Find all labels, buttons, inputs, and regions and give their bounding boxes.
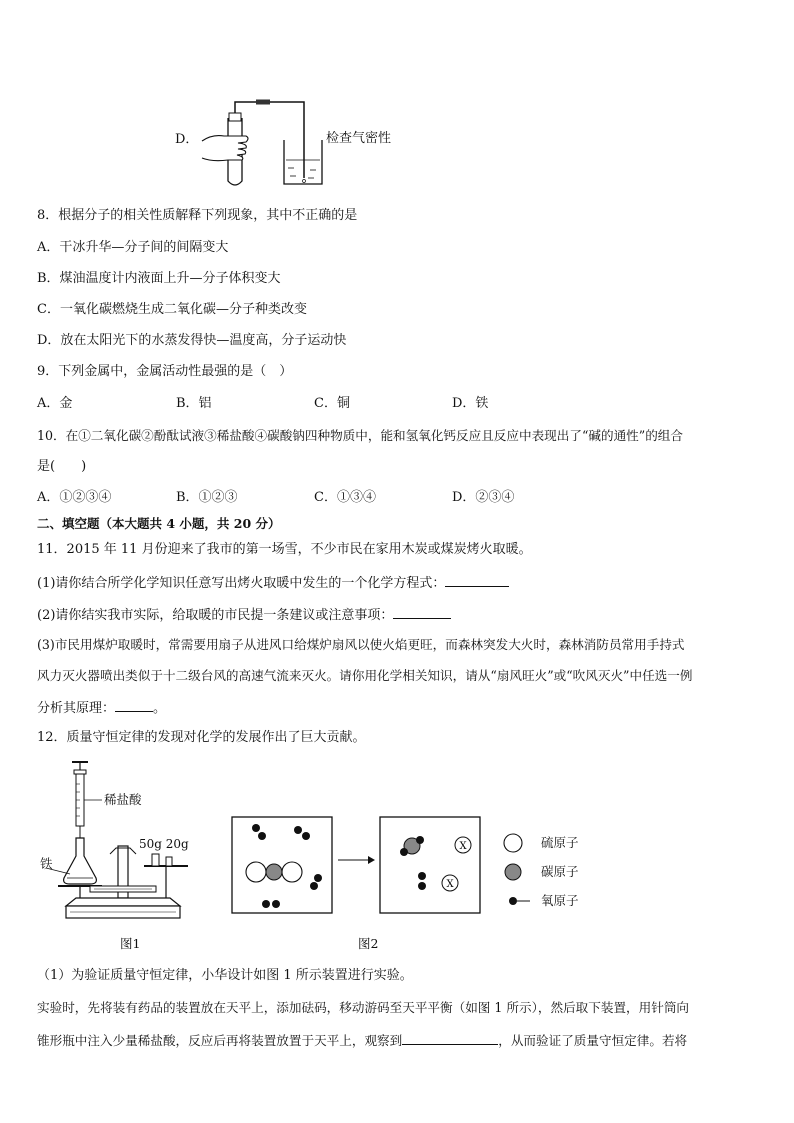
legend-oxygen-label: 氧原子 [541,893,579,908]
question-11-part-1 [37,574,509,592]
question-10-stem-line1: 10．在①二氧化碳②酚酞试液③稀盐酸④碳酸钠四种物质中，能和氢氧化钙反应且反应中表现出了“碱的通性”的组合 [37,428,683,443]
question-8-option-c: C．一氧化碳燃烧生成二氧化碳—分子种类改变 [37,302,307,317]
carbon-atom-icon [505,864,521,880]
question-11-part-3-line2: 风力灭火器喷出类似于十二级台风的高速气流来灭火。请你用化学相关知识，请从“扇风旺火”或“吹风灭火”中任选一例 [37,668,693,683]
question-9-option-b: B．铝 [176,396,212,411]
answer-blank[interactable] [393,606,451,619]
question-9-option-c: C．铜 [314,396,350,411]
question-11-part-2-text: (2)请你结实我市实际，给取暖的市民提一条建议或注意事项： [37,608,394,623]
question-11-part-3-end: 。 [153,701,167,716]
question-12-line3-end: ，从而验证了质量守恒定律。若将 [498,1033,688,1048]
question-11-part-3-line3 [37,699,166,717]
question-11-part-3-text: 分析其原理： [37,701,116,716]
question-9-stem: 9．下列金属中，金属活动性最强的是（ ） [37,364,293,379]
answer-blank[interactable] [402,1032,498,1045]
figure-2-caption: 图2 [358,936,379,951]
question-9-option-a: A．金 [37,396,73,411]
svg-text:X: X [459,841,467,852]
question-10-option-d: D．②③④ [452,490,515,505]
figure-1-acid-label: 稀盐酸 [104,792,142,807]
question-11-part-1-text: (1)请你结合所学化学知识任意写出烤火取暖中发生的一个化学方程式： [37,576,446,591]
sulfur-atom-icon [504,834,522,852]
answer-blank[interactable] [115,699,153,712]
legend-sulfur-label: 硫原子 [541,835,579,850]
airtightness-apparatus-figure [198,96,328,192]
question-12-part-1: （1）为验证质量守恒定律，小华设计如图 1 所示装置进行实验。 [37,968,413,983]
question-12-line3-text: 锥形瓶中注入少量稀盐酸，反应后再将装置放置于天平上，观察到 [37,1033,403,1048]
question-11-stem: 11．2015 年 11 月份迎来了我市的第一场雪，不少市民在家用木炭或煤炭烤火取暖。 [37,542,532,557]
answer-blank[interactable] [445,574,509,587]
option-d-label: D． [175,132,199,147]
question-8-option-a: A．干冰升华—分子间的间隔变大 [37,240,229,255]
section-2-heading: 二、填空题（本大题共 4 小题，共 20 分） [37,516,281,531]
figure-1-iron-label: 铁 [40,856,53,871]
question-10-stem-line2: 是( ) [37,459,87,474]
question-10-option-c: C．①③④ [314,490,376,505]
oxygen-atom-icon [509,897,517,905]
figure-1-weights-label: 50g 20g [139,837,189,851]
legend-carbon-label: 碳原子 [541,864,579,879]
sulfur-dioxide-molecule [246,862,302,882]
question-8-stem: 8．根据分子的相关性质解释下列现象，其中不正确的是 [37,208,358,223]
svg-text:X: X [446,879,454,890]
option-d-caption: 检查气密性 [326,131,392,146]
question-12-part-1-line3 [37,1032,687,1049]
question-8-option-b: B．煤油温度计内液面上升—分子体积变大 [37,271,281,286]
unknown-molecule-x [455,837,471,853]
question-11-part-2 [37,606,451,624]
question-12-part-1-line2: 实验时，先将装有药品的装置放在天平上，添加砝码，移动游码至天平平衡（如图 1 所示），然后取下装置，用针筒向 [37,1000,690,1015]
figure-2-molecule-diagram [228,814,508,918]
question-10-option-a: A．①②③④ [37,490,112,505]
question-11-part-3-line1: (3)市民用煤炉取暖时，常需要用扇子从进风口给煤炉扇风以使火焰更旺，而森林突发大火时，森林消防员常用手持式 [37,637,685,652]
question-12-stem: 12．质量守恒定律的发现对化学的发展作出了巨大贡献。 [37,730,366,745]
question-9-option-d: D．铁 [452,396,489,411]
question-8-option-d: D．放在太阳光下的水蒸发得快—温度高，分子运动快 [37,333,347,348]
unknown-molecule-x [442,875,458,891]
figure-1-caption: 图1 [120,936,141,951]
question-10-option-b: B．①②③ [176,490,238,505]
figure-2-legend-symbols [496,832,536,912]
